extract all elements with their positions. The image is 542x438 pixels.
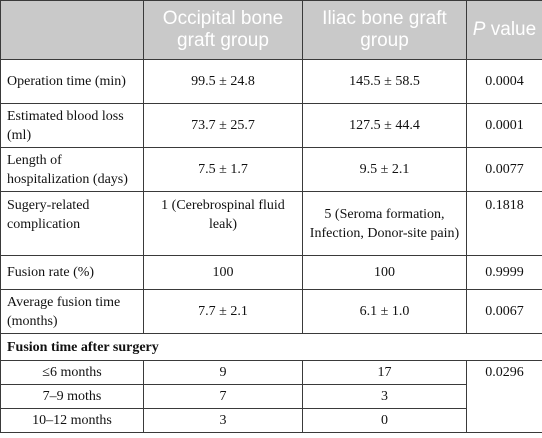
table-row (1, 60, 542, 104)
table-row (1, 192, 542, 256)
p-value: 0.0067 (467, 290, 542, 334)
iliac-value: 17 (303, 361, 467, 385)
row-label: 10–12 months (1, 409, 144, 433)
section-row (1, 334, 542, 361)
p-value: 0.0296 (467, 361, 542, 433)
occipital-value: 7.7 ± 2.1 (144, 290, 303, 334)
occipital-value: 3 (144, 409, 303, 433)
row-label: Average fusion time (months) (1, 290, 144, 334)
iliac-value: 0 (303, 409, 467, 433)
iliac-value: 100 (303, 256, 467, 290)
table-row (1, 104, 542, 148)
iliac-value: 5 (Seroma formation, Infection, Donor-site pain) (303, 192, 467, 256)
iliac-value: 3 (303, 385, 467, 409)
occipital-value: 7 (144, 385, 303, 409)
row-label: Operation time (min) (1, 60, 144, 104)
p-value: 0.9999 (467, 256, 542, 290)
occipital-value: 99.5 ± 24.8 (144, 60, 303, 104)
table-row (1, 256, 542, 290)
occipital-value: 73.7 ± 25.7 (144, 104, 303, 148)
iliac-value: 9.5 ± 2.1 (303, 148, 467, 192)
occipital-value: 100 (144, 256, 303, 290)
table-row (1, 409, 542, 433)
header-iliac: Iliac bone graft group (303, 1, 467, 60)
row-label: Estimated blood loss (ml) (1, 104, 144, 148)
iliac-value: 145.5 ± 58.5 (303, 60, 467, 104)
row-label: Fusion rate (%) (1, 256, 144, 290)
p-value: 0.0001 (467, 104, 542, 148)
iliac-value: 6.1 ± 1.0 (303, 290, 467, 334)
occipital-value: 7.5 ± 1.7 (144, 148, 303, 192)
header-p-value (467, 1, 542, 60)
header-occipital: Occipital bone graft group (144, 1, 303, 60)
table-row (1, 148, 542, 192)
p-value: 0.0004 (467, 60, 542, 104)
iliac-value: 127.5 ± 44.4 (303, 104, 467, 148)
row-label: Sugery-related complication (1, 192, 144, 256)
occipital-value: 1 (Cerebrospinal fluid leak) (144, 192, 303, 256)
header-p-letter: P (472, 19, 486, 40)
row-label: ≤6 months (1, 361, 144, 385)
header-blank-cell (1, 1, 144, 60)
occipital-value: 9 (144, 361, 303, 385)
section-title: Fusion time after surgery (1, 334, 542, 361)
p-value: 0.0077 (467, 148, 542, 192)
header-p-suffix: value (485, 19, 537, 40)
header-row (1, 1, 542, 60)
p-value: 0.1818 (467, 192, 542, 256)
table-row (1, 385, 542, 409)
row-label: 7–9 moths (1, 385, 144, 409)
row-label: Length of hospitalization (days) (1, 148, 144, 192)
table-row (1, 361, 542, 385)
table-row (1, 290, 542, 334)
